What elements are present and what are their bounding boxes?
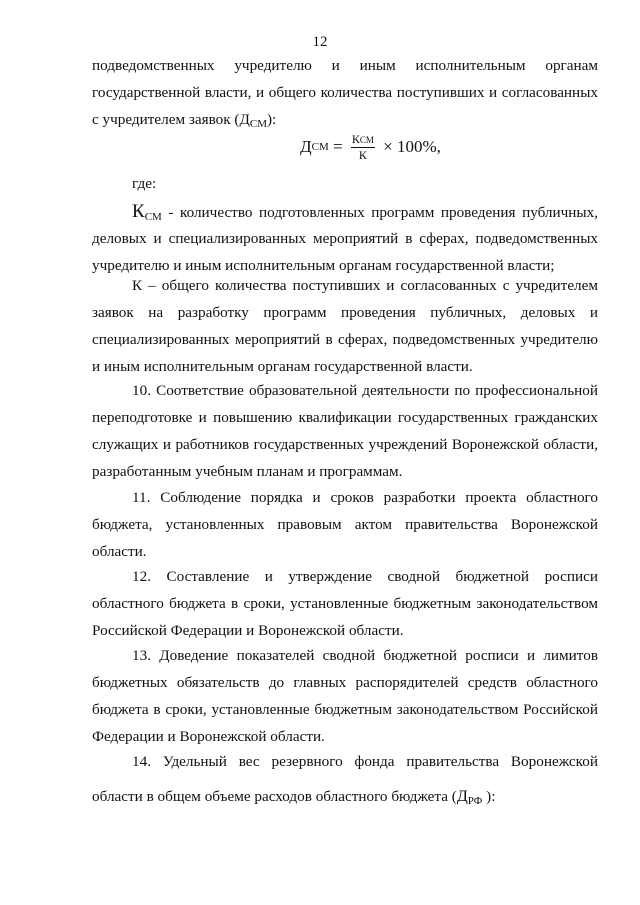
text-span: области в общем объеме расходов областного бюджета ( (92, 788, 457, 805)
formula-fraction (351, 132, 375, 162)
fraction-denominator: К (358, 148, 367, 162)
paragraph-item-10 (92, 377, 598, 485)
paragraph-item-12 (92, 563, 598, 644)
paragraph-item-14 (92, 748, 598, 810)
text-line: заявок на разработку программ проведения публичных, деловых и (92, 304, 598, 321)
text-line: специализированных мероприятий в сферах, подведомственных учредителю (92, 331, 598, 348)
text-line: 12. Составление и утверждение сводной бюджетной росписи (132, 568, 598, 585)
paragraph-continuation (92, 52, 598, 133)
text-line: Федерации и Воронежской области. (92, 728, 325, 745)
fraction-numerator (351, 132, 375, 148)
text-line: бюджета, установленных правовым актом правительства Воронежской (92, 516, 598, 533)
text-line: 13. Доведение показателей сводной бюджетной росписи и лимитов (132, 647, 598, 664)
text-line: учредителю и иным исполнительным органам государственной власти; (92, 257, 555, 274)
formula-dsm (300, 132, 441, 162)
text-span: с учредителем заявок (Д (92, 111, 250, 128)
text-line: и иным исполнительным органам государственной власти. (92, 358, 473, 375)
text-line: К – общего количества поступивших и согласованных с учредителем (132, 277, 598, 294)
text-line: разработанным учебным планам и программам. (92, 463, 403, 480)
text-span: - количество подготовленных программ проведения публичных, (161, 204, 598, 221)
formula-lhs-subscript: СМ (311, 141, 329, 153)
paragraph-item-13 (92, 642, 598, 750)
paragraph-k-definition (92, 272, 598, 380)
text-line (92, 198, 598, 225)
text-line: бюджетных обязательств до главных распорядителей средств областного (92, 674, 598, 691)
subscript: СМ (249, 118, 267, 130)
text-span: ): (266, 111, 277, 128)
text-line: Российской Федерации и Воронежской области. (92, 622, 404, 639)
paragraph-item-11 (92, 484, 598, 565)
text-line: областного бюджета в сроки, установленные бюджетным законодательством (92, 595, 598, 612)
text-span: ): (482, 788, 496, 805)
where-label-block (92, 170, 598, 197)
paragraph-ksm-definition (92, 198, 598, 279)
subscript: РФ (467, 795, 483, 807)
numerator-symbol: К (351, 132, 360, 146)
page-number: 12 (312, 34, 328, 50)
text-line: 10. Соответствие образовательной деятельности по профессиональной (132, 382, 598, 399)
text-line: 11. Соблюдение порядка и сроков разработки проекта областного (132, 489, 598, 506)
symbol-k: К (132, 201, 145, 222)
subscript: СМ (144, 211, 162, 223)
text-line: деловых и специализированных мероприятий в сферах, подведомственных (92, 230, 598, 247)
numerator-subscript: СМ (359, 135, 374, 145)
text-line: государственной власти, и общего количества поступивших и согласованных (92, 84, 598, 101)
text-line: служащих и работников государственных учреждений Воронежской области, (92, 436, 598, 453)
text-line (92, 106, 598, 133)
text-line: бюджета в сроки, установленные бюджетным законодательством Российской (92, 701, 598, 718)
where-label: где: (132, 175, 157, 192)
formula-equals: = (328, 137, 347, 156)
formula-lhs: Д (300, 137, 312, 156)
text-line: подведомственных учредителю и иным исполнительным органам (92, 57, 598, 74)
text-line: 14. Удельный вес резервного фонда правительства Воронежской (132, 753, 598, 770)
text-line: области. (92, 543, 147, 560)
symbol-d: Д (456, 788, 468, 805)
formula-rhs: × 100%, (378, 137, 441, 156)
text-line (92, 783, 598, 810)
text-line: переподготовке и повышению квалификации государственных гражданских (92, 409, 598, 426)
